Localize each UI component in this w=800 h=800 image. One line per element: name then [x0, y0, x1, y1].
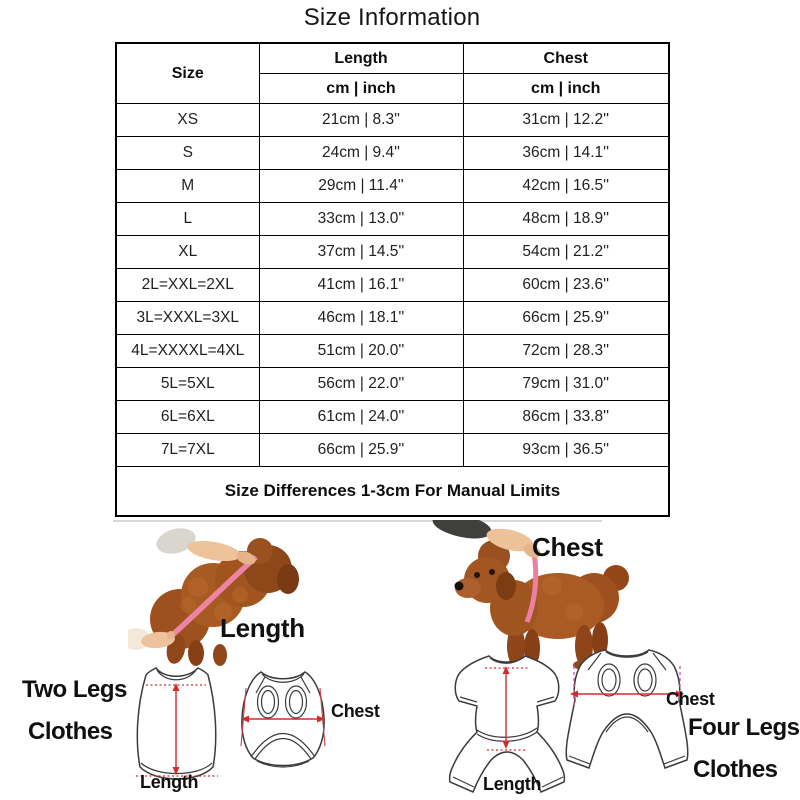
chest-cell: 86cm | 33.8'': [463, 401, 669, 434]
col-header-size: Size: [116, 43, 259, 104]
length-cell: 51cm | 20.0'': [259, 335, 463, 368]
four-legs-title-line2: Clothes: [693, 756, 778, 783]
table-row: [116, 104, 669, 137]
table-row: [116, 203, 669, 236]
chest-cell: 48cm | 18.9'': [463, 203, 669, 236]
two-legs-length-label: Length: [140, 772, 199, 792]
length-cell: 61cm | 24.0'': [259, 401, 463, 434]
col-header-chest: Chest: [463, 43, 669, 74]
dog-photo-length-measure: [128, 527, 313, 667]
four-legs-chest-label: Chest: [666, 689, 715, 709]
chest-cell: 79cm | 31.0'': [463, 368, 669, 401]
chest-cell: 42cm | 16.5'': [463, 170, 669, 203]
length-cell: 29cm | 11.4'': [259, 170, 463, 203]
table-row: [116, 302, 669, 335]
size-cell: L: [116, 203, 259, 236]
table-row: [116, 335, 669, 368]
page-title: Size Information: [303, 4, 481, 31]
unit-header-length: cm | inch: [259, 74, 463, 104]
length-cell: 66cm | 25.9'': [259, 434, 463, 467]
photo-chest-label: Chest: [532, 532, 603, 562]
table-row: [116, 236, 669, 269]
length-cell: 56cm | 22.0'': [259, 368, 463, 401]
chest-cell: 31cm | 12.2'': [463, 104, 669, 137]
table-row: [116, 368, 669, 401]
table-row: [116, 170, 669, 203]
length-cell: 41cm | 16.1'': [259, 269, 463, 302]
size-table: [115, 42, 670, 517]
table-row: [116, 401, 669, 434]
size-cell: 7L=7XL: [116, 434, 259, 467]
chest-cell: 66cm | 25.9'': [463, 302, 669, 335]
chest-cell: 60cm | 23.6'': [463, 269, 669, 302]
chest-cell: 36cm | 14.1'': [463, 137, 669, 170]
table-row: [116, 137, 669, 170]
table-footer-row: [116, 467, 669, 517]
two-legs-title-line2: Clothes: [28, 718, 113, 745]
chest-cell: 72cm | 28.3'': [463, 335, 669, 368]
four-legs-title-line1: Four Legs: [688, 714, 800, 741]
photo-length-label: Length: [220, 613, 305, 643]
unit-header-chest: cm | inch: [463, 74, 669, 104]
table-header-row: [116, 43, 669, 74]
size-cell: 3L=XXXL=3XL: [116, 302, 259, 335]
length-cell: 21cm | 8.3'': [259, 104, 463, 137]
length-cell: 24cm | 9.4'': [259, 137, 463, 170]
dog-eye: [489, 569, 495, 575]
four-legs-underside-diagram: [565, 644, 690, 784]
chest-cell: 54cm | 21.2'': [463, 236, 669, 269]
table-row: [116, 434, 669, 467]
measuring-hand-top: [154, 527, 258, 567]
size-cell: 4L=XXXXL=4XL: [116, 335, 259, 368]
two-legs-front-diagram: [237, 662, 341, 780]
four-legs-length-label: Length: [483, 774, 542, 794]
size-cell: 6L=6XL: [116, 401, 259, 434]
suit-outline: [450, 656, 565, 792]
table-row: [116, 269, 669, 302]
two-legs-title-line1: Two Legs: [22, 676, 127, 703]
size-cell: M: [116, 170, 259, 203]
size-cell: XL: [116, 236, 259, 269]
dog-eye: [474, 572, 480, 578]
size-cell: 2L=XXL=2XL: [116, 269, 259, 302]
size-cell: S: [116, 137, 259, 170]
size-cell: 5L=5XL: [116, 368, 259, 401]
size-note: Size Differences 1-3cm For Manual Limits: [116, 467, 669, 517]
length-cell: 33cm | 13.0'': [259, 203, 463, 236]
length-cell: 37cm | 14.5'': [259, 236, 463, 269]
dog-nose: [455, 582, 464, 591]
two-legs-chest-label: Chest: [331, 701, 380, 721]
size-cell: XS: [116, 104, 259, 137]
length-cell: 46cm | 18.1'': [259, 302, 463, 335]
col-header-length: Length: [259, 43, 463, 74]
chest-cell: 93cm | 36.5'': [463, 434, 669, 467]
